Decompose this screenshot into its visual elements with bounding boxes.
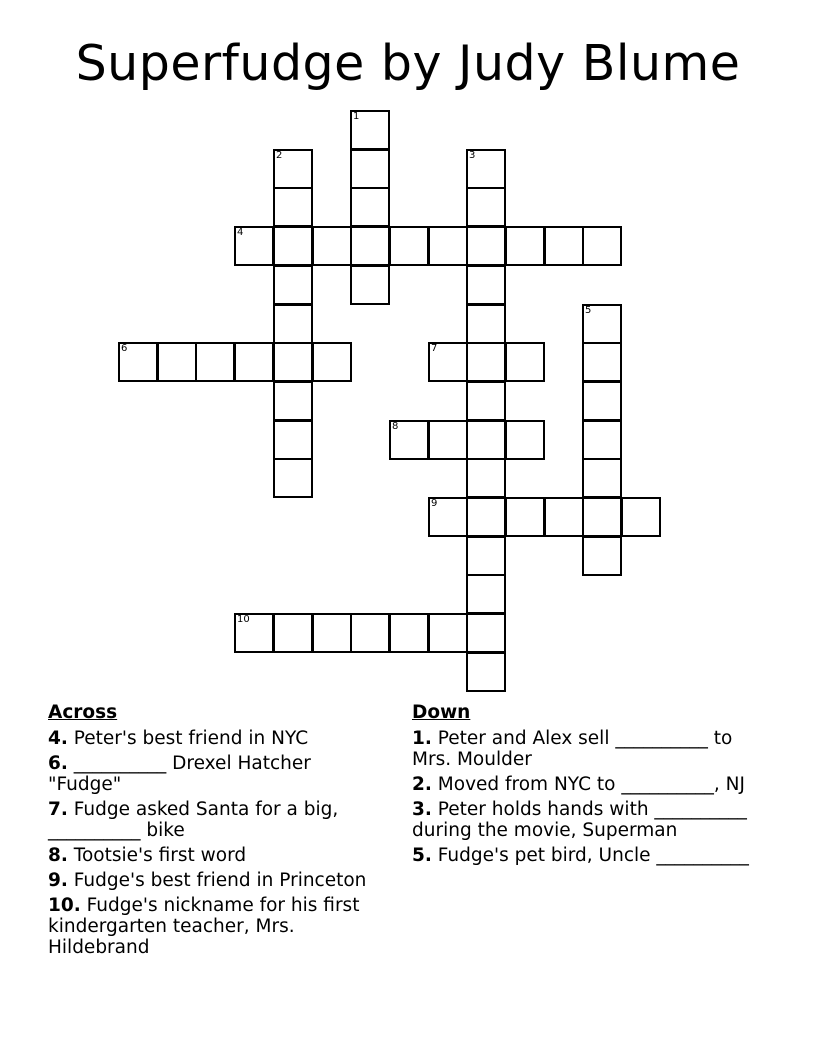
clue-number-label: 4 xyxy=(237,227,244,238)
grid-cell[interactable] xyxy=(350,613,390,653)
grid-cell[interactable] xyxy=(582,536,622,576)
grid-cell[interactable] xyxy=(466,342,506,382)
grid-cell[interactable] xyxy=(312,226,352,266)
clue-number: 5. xyxy=(412,845,432,866)
clue-number: 9. xyxy=(48,870,68,891)
grid-cell[interactable] xyxy=(505,497,545,537)
down-clues xyxy=(412,702,752,870)
grid-cell[interactable] xyxy=(505,342,545,382)
clue-text: __________ Drexel Hatcher "Fudge" xyxy=(48,753,311,795)
clue-text: Peter and Alex sell __________ to Mrs. Moulder xyxy=(412,728,733,770)
across-clue xyxy=(48,895,388,958)
grid-cell[interactable] xyxy=(466,304,506,344)
grid-cell[interactable] xyxy=(544,226,584,266)
grid-cell[interactable] xyxy=(544,497,584,537)
across-clue xyxy=(48,799,388,841)
grid-cell[interactable] xyxy=(118,342,158,382)
across-clues xyxy=(48,702,388,962)
grid-cell[interactable] xyxy=(350,226,390,266)
grid-cell[interactable] xyxy=(428,226,468,266)
grid-cell[interactable] xyxy=(273,342,313,382)
clue-text: Fudge's nickname for his first kindergarten teacher, Mrs. Hildebrand xyxy=(48,895,360,958)
clue-text: Peter holds hands with __________ during the movie, Superman xyxy=(412,799,747,841)
grid-cell[interactable] xyxy=(466,497,506,537)
across-clue xyxy=(48,870,388,891)
grid-cell[interactable] xyxy=(389,420,429,460)
clue-text: Fudge's best friend in Princeton xyxy=(73,870,367,891)
grid-cell[interactable] xyxy=(466,652,506,692)
grid-cell[interactable] xyxy=(350,149,390,189)
clue-number-label: 9 xyxy=(431,498,438,509)
grid-cell[interactable] xyxy=(428,497,468,537)
clue-number: 10. xyxy=(48,895,81,916)
grid-cell[interactable] xyxy=(157,342,197,382)
across-clue xyxy=(48,728,388,749)
grid-cell[interactable] xyxy=(582,420,622,460)
clue-number-label: 6 xyxy=(121,343,128,354)
grid-cell[interactable] xyxy=(428,420,468,460)
grid-cell[interactable] xyxy=(466,265,506,305)
clue-number: 6. xyxy=(48,753,68,774)
grid-cell[interactable] xyxy=(273,304,313,344)
clue-number-label: 2 xyxy=(276,150,283,161)
grid-cell[interactable] xyxy=(234,342,274,382)
grid-cell[interactable] xyxy=(273,226,313,266)
grid-cell[interactable] xyxy=(466,420,506,460)
clue-number-label: 7 xyxy=(431,343,438,354)
grid-cell[interactable] xyxy=(312,342,352,382)
across-clue xyxy=(48,753,388,795)
grid-cell[interactable] xyxy=(582,342,622,382)
grid-cell[interactable] xyxy=(505,420,545,460)
grid-cell[interactable] xyxy=(273,265,313,305)
down-clue xyxy=(412,728,752,770)
grid-cell[interactable] xyxy=(273,458,313,498)
grid-cell[interactable] xyxy=(273,381,313,421)
clue-text: Fudge asked Santa for a big, __________ bike xyxy=(48,799,339,841)
puzzle-title: Superfudge by Judy Blume xyxy=(75,35,741,92)
grid-cell[interactable] xyxy=(234,613,274,653)
down-clue xyxy=(412,845,752,866)
grid-cell[interactable] xyxy=(466,381,506,421)
clue-text: Fudge's pet bird, Uncle __________ xyxy=(437,845,749,866)
down-clue xyxy=(412,774,752,795)
grid-cell[interactable] xyxy=(466,149,506,189)
grid-cell[interactable] xyxy=(582,226,622,266)
clue-number: 2. xyxy=(412,774,432,795)
grid-cell[interactable] xyxy=(582,381,622,421)
grid-cell[interactable] xyxy=(273,187,313,227)
clue-number-label: 1 xyxy=(353,111,360,122)
grid-cell[interactable] xyxy=(466,613,506,653)
grid-cell[interactable] xyxy=(466,458,506,498)
clue-number-label: 3 xyxy=(469,150,476,161)
grid-cell[interactable] xyxy=(582,458,622,498)
clue-number: 3. xyxy=(412,799,432,820)
clue-number: 7. xyxy=(48,799,68,820)
grid-cell[interactable] xyxy=(466,574,506,614)
down-heading: Down xyxy=(412,702,471,723)
grid-cell[interactable] xyxy=(466,226,506,266)
grid-cell[interactable] xyxy=(312,613,352,653)
clue-number-label: 5 xyxy=(585,305,592,316)
grid-cell[interactable] xyxy=(466,187,506,227)
clue-text: Moved from NYC to __________, NJ xyxy=(437,774,745,795)
across-heading: Across xyxy=(48,702,118,723)
grid-cell[interactable] xyxy=(389,226,429,266)
down-clue xyxy=(412,799,752,841)
grid-cell[interactable] xyxy=(582,304,622,344)
grid-cell[interactable] xyxy=(428,613,468,653)
clue-number: 1. xyxy=(412,728,432,749)
grid-cell[interactable] xyxy=(195,342,235,382)
across-clue xyxy=(48,845,388,866)
grid-cell[interactable] xyxy=(505,226,545,266)
clue-number-label: 8 xyxy=(392,421,399,432)
grid-cell[interactable] xyxy=(389,613,429,653)
clue-text: Peter's best friend in NYC xyxy=(73,728,309,749)
grid-cell[interactable] xyxy=(466,536,506,576)
grid-cell[interactable] xyxy=(273,613,313,653)
clue-number: 8. xyxy=(48,845,68,866)
grid-cell[interactable] xyxy=(273,420,313,460)
grid-cell[interactable] xyxy=(621,497,661,537)
grid-cell[interactable] xyxy=(273,149,313,189)
grid-cell[interactable] xyxy=(350,110,390,150)
clue-number-label: 10 xyxy=(237,614,250,625)
clue-number: 4. xyxy=(48,728,68,749)
grid-cell[interactable] xyxy=(582,497,622,537)
grid-cell[interactable] xyxy=(350,187,390,227)
grid-cell[interactable] xyxy=(350,265,390,305)
grid-cell[interactable] xyxy=(234,226,274,266)
clue-text: Tootsie's first word xyxy=(73,845,247,866)
grid-cell[interactable] xyxy=(428,342,468,382)
